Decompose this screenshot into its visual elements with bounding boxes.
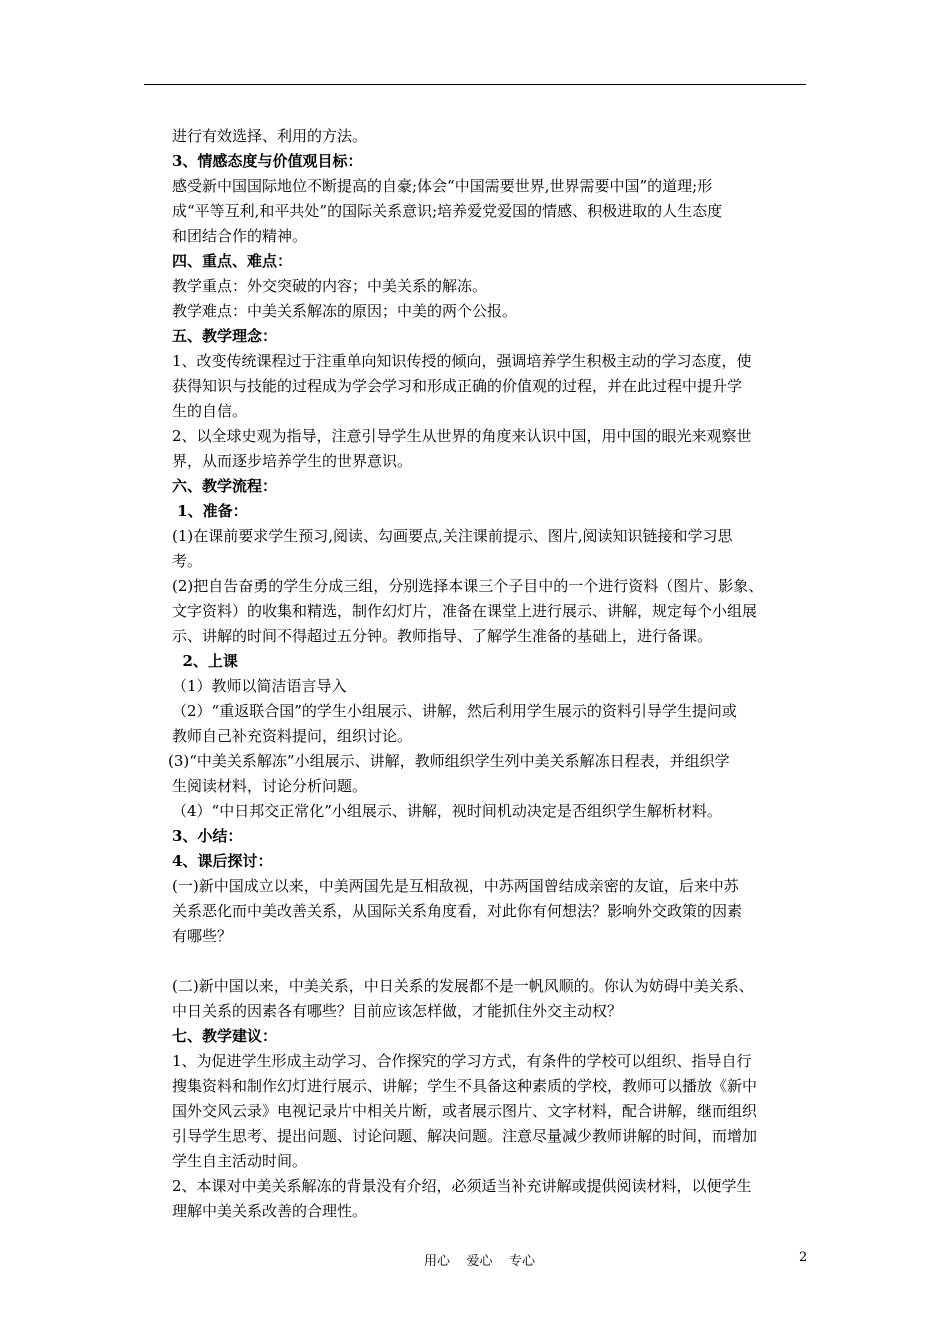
text-line: (3)“中美关系解冻”小组展示、讲解，教师组织学生列中美关系解冻日程表，并组织学 — [168, 752, 730, 770]
subsection-heading: 4、课后探讨： — [172, 852, 273, 870]
text-line: 和团结合作的精神。 — [172, 227, 308, 245]
text-line: （4）“中日邦交正常化”小组展示、讲解，视时间机动决定是否组织学生解析材料。 — [172, 802, 722, 820]
text-line: 中日关系的因素各有哪些？目前应该怎样做，才能抓住外交主动权？ — [172, 1002, 623, 1020]
text-line: 进行有效选择、利用的方法。 — [172, 127, 368, 145]
text-line: 示、讲解的时间不得超过五分钟。教师指导、了解学生准备的基础上，进行备课。 — [172, 627, 713, 645]
text-line: 文字资料）的收集和精选，制作幻灯片，准备在课堂上进行展示、讲解，规定每个小组展 — [172, 602, 758, 620]
text-line: 教学重点：外交突破的内容；中美关系的解冻。 — [172, 277, 488, 295]
text-line: 有哪些？ — [172, 927, 233, 945]
text-line: 感受新中国国际地位不断提高的自豪;体会“中国需要世界,世界需要中国”的道理;形 — [172, 177, 713, 195]
text-line: 国外交风云录》电视记录片中相关片断，或者展示图片、文字材料，配合讲解，继而组织 — [172, 1102, 758, 1120]
subsection-heading: 3、小结： — [172, 827, 243, 845]
text-line: 理解中美关系改善的合理性。 — [172, 1202, 368, 1220]
text-line: 界，从而逐步培养学生的世界意识。 — [172, 452, 413, 470]
footer-slogan: 用心 爱心 专心 — [424, 1254, 536, 1269]
text-line: 1、为促进学生形成主动学习、合作探究的学习方式，有条件的学校可以组织、指导自行 — [172, 1052, 752, 1070]
section-heading: 五、教学理念： — [172, 327, 278, 345]
text-line: 考。 — [172, 552, 203, 570]
section-heading: 六、教学流程： — [172, 477, 278, 495]
section-heading: 七、教学建议： — [172, 1027, 278, 1045]
text-line: 生的自信。 — [172, 402, 248, 420]
subsection-heading: 1、准备： — [172, 502, 248, 520]
section-heading: 四、重点、难点： — [172, 252, 293, 270]
text-line: (二)新中国以来，中美关系，中日关系的发展都不是一帆风顺的。你认为妨碍中美关系、 — [172, 977, 754, 995]
text-line: （1）教师以简洁语言导入 — [172, 677, 347, 695]
text-line: 生阅读材料，讨论分析问题。 — [172, 777, 368, 795]
text-line: 2、本课对中美关系解冻的背景没有介绍，必须适当补充讲解或提供阅读材料，以便学生 — [172, 1177, 752, 1195]
text-line: 搜集资料和制作幻灯进行展示、讲解；学生不具备这种素质的学校，教师可以播放《新中 — [172, 1077, 758, 1095]
text-line: (一)新中国成立以来，中美两国先是互相敌视，中苏两国曾结成亲密的友谊，后来中苏 — [172, 877, 739, 895]
text-line: 1、改变传统课程过于注重单向知识传授的倾向，强调培养学生积极主动的学习态度，使 — [172, 352, 752, 370]
text-line: (2)把自告奋勇的学生分成三组，分别选择本课三个子目中的一个进行资料（图片、影象、 — [172, 577, 764, 595]
text-line: 成“平等互利,和平共处”的国际关系意识;培养爱党爱国的情感、积极进取的人生态度 — [172, 202, 723, 220]
text-line: 引导学生思考、提出问题、讨论问题、解决问题。注意尽量减少教师讲解的时间，而增加 — [172, 1127, 758, 1145]
text-line: (1)在课前要求学生预习,阅读、勾画要点,关注课前提示、图片,阅读知识链接和学习思 — [172, 527, 733, 545]
section-heading: 3、情感态度与价值观目标： — [172, 152, 363, 170]
text-line: 学生自主活动时间。 — [172, 1152, 308, 1170]
text-line: 关系恶化而中美改善关系，从国际关系角度看，对此你有何想法？影响外交政策的因素 — [172, 902, 743, 920]
header-rule — [144, 84, 806, 85]
text-line: 2、以全球史观为指导，注意引导学生从世界的角度来认识中国，用中国的眼光来观察世 — [172, 427, 752, 445]
text-line: 教师自己补充资料提问，组织讨论。 — [172, 727, 413, 745]
text-line: （2）“重返联合国”的学生小组展示、讲解，然后利用学生展示的资料引导学生提问或 — [172, 702, 737, 720]
subsection-heading: 2、上课 — [172, 652, 238, 670]
page-number: 2 — [799, 1250, 808, 1265]
text-line: 教学难点：中美关系解冻的原因；中美的两个公报。 — [172, 302, 518, 320]
text-line: 获得知识与技能的过程成为学会学习和形成正确的价值观的过程，并在此过程中提升学 — [172, 377, 743, 395]
